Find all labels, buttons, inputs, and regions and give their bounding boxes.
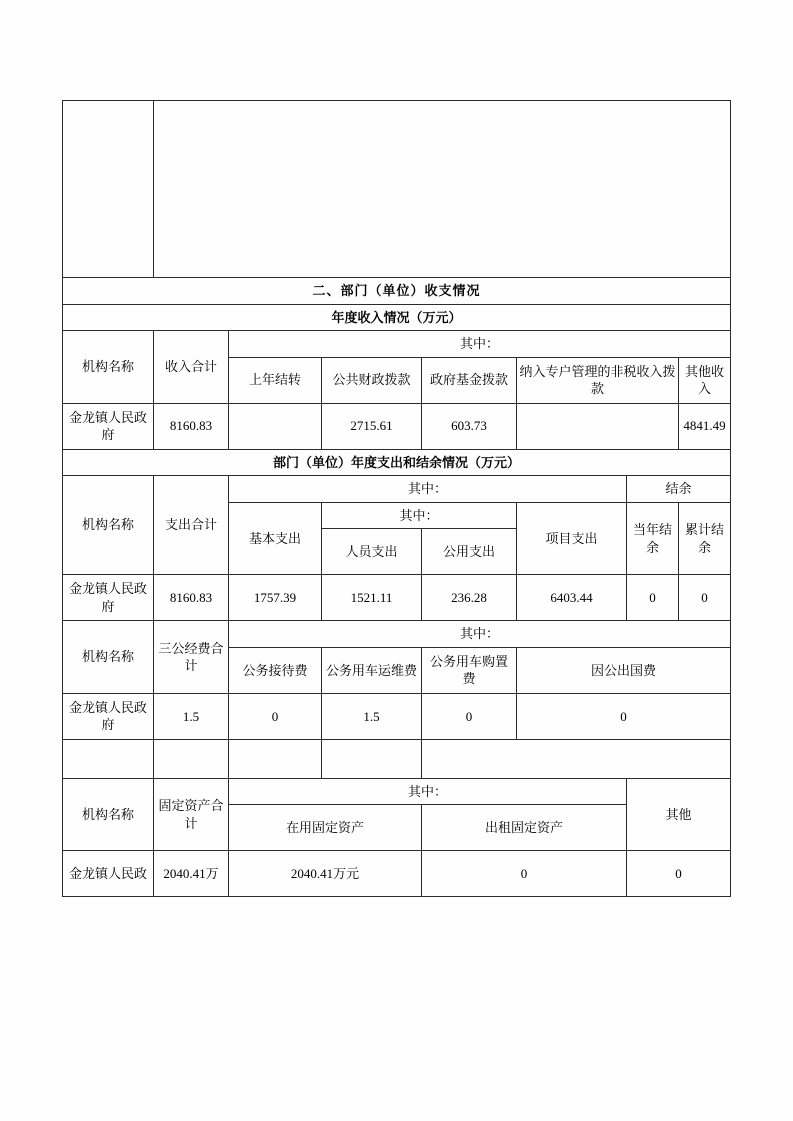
spacer-cell-5 <box>422 739 731 778</box>
expenditure-header-basic-among: 其中： <box>322 502 517 529</box>
fixed-assets-other: 0 <box>627 851 731 897</box>
income-header-special-account: 纳入专户管理的非税收入拨款 <box>517 357 679 403</box>
expenditure-header-current-balance: 当年结余 <box>627 502 679 575</box>
three-public-total: 1.5 <box>154 693 229 739</box>
expenditure-header-org: 机构名称 <box>63 476 154 575</box>
spacer-cell-2 <box>154 739 229 778</box>
income-special-account <box>517 403 679 449</box>
three-public-header-row-1 <box>63 621 731 648</box>
expenditure-org: 金龙镇人民政府 <box>63 575 154 621</box>
expenditure-basic: 1757.39 <box>229 575 322 621</box>
fixed-assets-header-row-1 <box>63 778 731 805</box>
budget-table <box>62 100 731 897</box>
top-blank-row <box>63 101 731 278</box>
document-content <box>62 100 730 897</box>
expenditure-header-personnel: 人员支出 <box>322 529 422 575</box>
expenditure-header-public-use: 公用支出 <box>422 529 517 575</box>
three-public-vehicle-maint: 1.5 <box>322 693 422 739</box>
expenditure-header-total: 支出合计 <box>154 476 229 575</box>
income-header-org: 机构名称 <box>63 331 154 404</box>
three-public-header-vehicle-purchase: 公务用车购置费 <box>422 647 517 693</box>
fixed-assets-header-rented: 出租固定资产 <box>422 805 627 851</box>
income-header-among: 其中： <box>229 331 731 358</box>
fixed-assets-header-org: 机构名称 <box>63 778 154 851</box>
income-header-other: 其他收入 <box>679 357 731 403</box>
expenditure-header-balance: 结余 <box>627 476 731 503</box>
expenditure-personnel: 1521.11 <box>322 575 422 621</box>
three-public-vehicle-purchase: 0 <box>422 693 517 739</box>
section-title: 二、部门（单位）收支情况 <box>63 278 731 305</box>
three-public-reception: 0 <box>229 693 322 739</box>
fixed-assets-in-use: 2040.41万元 <box>229 851 422 897</box>
fixed-assets-header-other: 其他 <box>627 778 731 851</box>
income-other: 4841.49 <box>679 403 731 449</box>
three-public-header-reception: 公务接待费 <box>229 647 322 693</box>
expenditure-data-row <box>63 575 731 621</box>
blank-cell-left <box>63 101 154 278</box>
expenditure-total: 8160.83 <box>154 575 229 621</box>
section-title-row <box>63 278 731 305</box>
income-header-carryover: 上年结转 <box>229 357 322 403</box>
spacer-row <box>63 739 731 778</box>
three-public-org: 金龙镇人民政府 <box>63 693 154 739</box>
expenditure-cumulative-balance: 0 <box>679 575 731 621</box>
income-caption-row <box>63 304 731 331</box>
three-public-abroad: 0 <box>517 693 731 739</box>
fixed-assets-header-in-use: 在用固定资产 <box>229 805 422 851</box>
income-org: 金龙镇人民政府 <box>63 403 154 449</box>
income-carryover <box>229 403 322 449</box>
spacer-cell-1 <box>63 739 154 778</box>
three-public-header-org: 机构名称 <box>63 621 154 694</box>
expenditure-caption-row <box>63 449 731 476</box>
income-header-gov-fund: 政府基金拨款 <box>422 357 517 403</box>
income-header-total: 收入合计 <box>154 331 229 404</box>
expenditure-current-balance: 0 <box>627 575 679 621</box>
expenditure-header-row-1 <box>63 476 731 503</box>
expenditure-project: 6403.44 <box>517 575 627 621</box>
expenditure-caption: 部门（单位）年度支出和结余情况（万元） <box>63 449 731 476</box>
blank-cell-right <box>154 101 731 278</box>
expenditure-header-basic: 基本支出 <box>229 502 322 575</box>
fixed-assets-rented: 0 <box>422 851 627 897</box>
three-public-header-among: 其中： <box>229 621 731 648</box>
three-public-header-vehicle-maint: 公务用车运维费 <box>322 647 422 693</box>
income-header-row-1 <box>63 331 731 358</box>
three-public-header-total: 三公经费合计 <box>154 621 229 694</box>
income-gov-fund: 603.73 <box>422 403 517 449</box>
fixed-assets-data-row <box>63 851 731 897</box>
three-public-header-abroad: 因公出国费 <box>517 647 731 693</box>
income-public-finance: 2715.61 <box>322 403 422 449</box>
income-caption: 年度收入情况（万元） <box>63 304 731 331</box>
fixed-assets-org: 金龙镇人民政 <box>63 851 154 897</box>
spacer-cell-3 <box>229 739 322 778</box>
fixed-assets-header-total: 固定资产合计 <box>154 778 229 851</box>
expenditure-header-among: 其中： <box>229 476 627 503</box>
three-public-data-row <box>63 693 731 739</box>
fixed-assets-header-among: 其中： <box>229 778 627 805</box>
spacer-cell-4 <box>322 739 422 778</box>
expenditure-header-project: 项目支出 <box>517 502 627 575</box>
expenditure-header-cumulative-balance: 累计结余 <box>679 502 731 575</box>
fixed-assets-total: 2040.41万 <box>154 851 229 897</box>
expenditure-public-use: 236.28 <box>422 575 517 621</box>
income-header-public-finance: 公共财政拨款 <box>322 357 422 403</box>
income-total: 8160.83 <box>154 403 229 449</box>
income-data-row <box>63 403 731 449</box>
